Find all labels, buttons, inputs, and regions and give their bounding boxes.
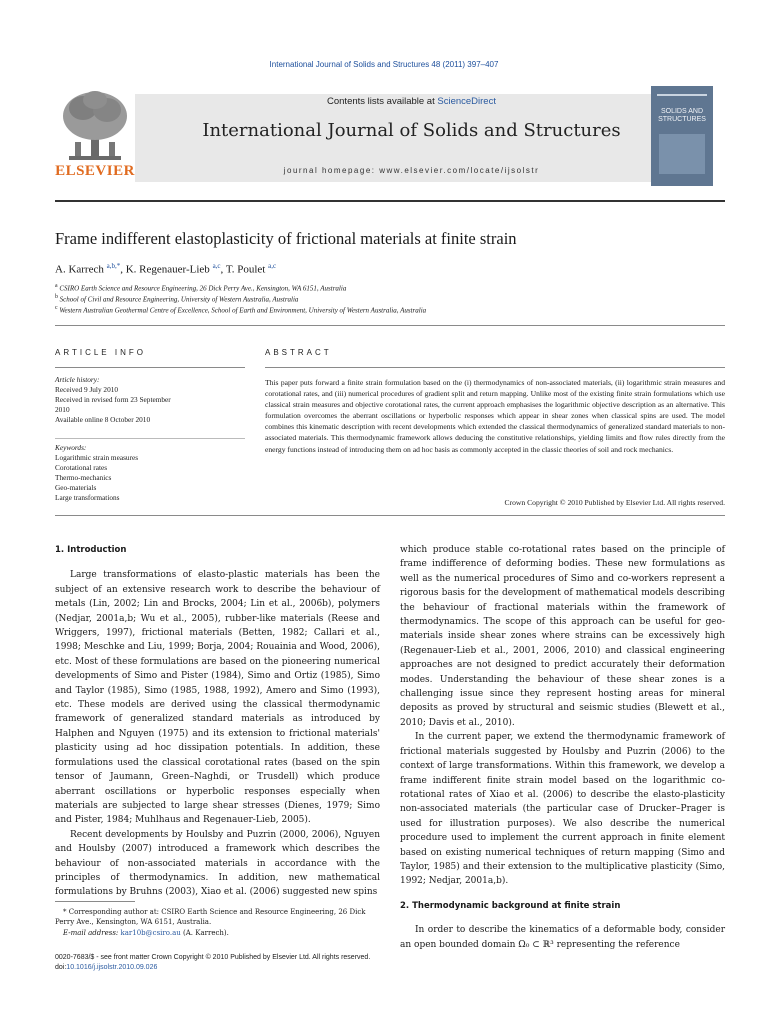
email-suffix: (A. Karrech). xyxy=(180,928,229,937)
affiliation-text: CSIRO Earth Science and Resource Engineering, 26 Dick Perry Ave., Kensington, WA 6151, Australia xyxy=(59,284,347,293)
history-label: Article history: xyxy=(55,375,100,384)
sciencedirect-link[interactable]: ScienceDirect xyxy=(437,96,496,107)
affiliation xyxy=(55,305,426,314)
article-info-heading: ARTICLE INFO xyxy=(55,348,146,357)
section-heading: 1. Introduction xyxy=(55,545,127,555)
keyword: Thermo-mechanics xyxy=(55,473,112,483)
corresponding-author-note: * Corresponding author at: CSIRO Earth Science and Resource Engineering, 26 Dick Perry Ave., Kensington, WA 6151, Australia. xyxy=(55,908,366,927)
footnote xyxy=(55,907,380,938)
body-paragraph: Large transformations of elasto-plastic materials has been the subject of an extensive research work to describe the behaviour of metals (Lin, 2002; Lin and Brocks, 2004; Lin et al., 2006b), polymers (Nedjar, 2001a,b; Wu et al., 2005), rubber-like materials (Reese and Wriggers, 1997), frictional materials (Betten, 1982; Callari et al., 1998; Meschke and Liu, 1999; Borja, 2004; Rouainia and Wood, 2006), etc. Most of these formulations are based on the pioneering numerical developments of Simo and Pister (1984), Simo and Ortiz (1985), Simo and Taylor (1985), Simo (1985, 1988, 1992), Amero and Simo (1993), etc. These models are derived using the classical thermodynamic framework of generalized standard materials as introduced by Halphen and Nguyen (1975) and its extension to frictional materials' plasticity using ad hoc dissipation potentials. In addition, these formulations used the classical corotational rates (based on the spin tensor of Jaumann, Green–Naghdi, or Trusdell) which produce aberrant oscillations or hyperbolic responses especially when materials are subjected to large shear stresses (Dienes, 1979; Simo and Pister, 1984; Muhlhaus and Regenauer-Lieb, 2005). xyxy=(55,570,380,826)
journal-homepage xyxy=(135,166,688,175)
tree-icon xyxy=(55,86,135,164)
doi-line xyxy=(55,963,725,973)
abstract-text: This paper puts forward a finite strain formulation based on the (i) thermodynamics of non-associated materials, (ii) logarithmic strain measures and corotational rates, and (iii) numerical procedures of gradient split and return mapping. Unlike most of the existing finite strain formulations which use classical strain measures and objective corotational rates, the current approach emphasises the logarithmic objective description as an alternative. This formulation overcomes the aberrant oscillations or hyperbolic responses which appear in shear zones when classical spins are used. The model combines this kinematic description with recent developments which extended the classical thermodynamics of generalized standard materials to non-associated materials. This thermodynamic framework allows deducing the constitutive relationships, yielding limits and flow rules directly from the energy functions instead of introducing them on ad hoc basis as commonly accepted in the classic theories of soil and rock mechanics. xyxy=(265,378,725,454)
abstract-heading: ABSTRACT xyxy=(265,348,332,357)
keywords-block xyxy=(55,443,245,504)
author-separator: , xyxy=(120,263,126,276)
doi-prefix: doi: xyxy=(55,964,67,971)
cover-image xyxy=(659,134,705,174)
affiliation-marker: b xyxy=(55,294,58,300)
author-affiliation-marker[interactable]: a,c xyxy=(268,262,277,270)
affiliation-text: Western Australian Geothermal Centre of Excellence, School of Earth and Environment, University of Western Australia, Australia xyxy=(59,306,427,315)
body-paragraph: In order to describe the kinematics of a deformable body, consider an open bounded domain Ω₀ ⊂ ℝ³ representing the reference xyxy=(400,925,725,950)
right-column xyxy=(400,543,725,952)
contents-line xyxy=(135,96,688,107)
left-column xyxy=(55,543,380,900)
contents-prefix: Contents lists available at xyxy=(327,96,438,107)
author-list xyxy=(55,262,276,276)
history-entry: 2010 xyxy=(55,405,70,415)
keywords-rule xyxy=(55,438,245,439)
author-name: K. Regenauer-Lieb xyxy=(125,263,210,276)
email-label: E-mail address: xyxy=(63,928,121,937)
article-info-rule xyxy=(55,367,245,368)
email-link[interactable]: kar10b@csiro.au xyxy=(120,928,181,937)
history-entry: Received in revised form 23 September xyxy=(55,395,171,405)
author-affiliation-marker[interactable]: a,b,* xyxy=(106,262,121,270)
doi-link[interactable]: 10.1016/j.ijsolstr.2010.09.026 xyxy=(66,964,158,971)
abstract-copyright: Crown Copyright © 2010 Published by Elsevier Ltd. All rights reserved. xyxy=(504,498,725,507)
abstract-divider xyxy=(55,515,725,516)
cover-rule xyxy=(657,94,707,96)
cover-title: SOLIDS AND STRUCTURES xyxy=(658,108,706,123)
journal-cover xyxy=(651,86,713,186)
email-line xyxy=(55,928,380,938)
article-title: Frame indifferent elastoplasticity of frictional materials at finite strain xyxy=(55,229,517,248)
body-paragraph: In the current paper, we extend the thermodynamic framework of frictional materials suggested by Houlsby and Puzrin (2006) to the context of large transformations. Within this framework, we develop a frame indifferent finite strain model based on the logarithmic co-rotational rates of Xiao et al. (2006) to describe the elasto-plasticity non-associated materials (the particular case of Drucker–Prager is used for illustration purposes). We also describe the numerical procedure used to implement the current approach in finite element based on existing numerical techniques of return mapping (Simo and Taylor, 1985) and their extension to the multiplicative plasticity (Simo, 1992; Nedjar, 2001a,b). xyxy=(400,732,725,887)
author-separator: , xyxy=(220,263,226,276)
section-heading: 2. Thermodynamic background at finite strain xyxy=(400,900,621,911)
author-affiliation-marker[interactable]: a,c xyxy=(212,262,221,270)
history-entry: Received 9 July 2010 xyxy=(55,385,119,395)
footnote-rule xyxy=(55,901,135,902)
keyword: Large transformations xyxy=(55,493,120,503)
affiliation xyxy=(55,283,346,292)
front-matter-notice xyxy=(55,953,725,973)
journal-banner xyxy=(55,86,713,186)
article-history xyxy=(55,375,245,425)
history-entry: Available online 8 October 2010 xyxy=(55,415,151,425)
keywords-label: Keywords: xyxy=(55,443,87,452)
journal-citation[interactable]: International Journal of Solids and Structures 48 (2011) 397–407 xyxy=(269,60,499,69)
body-paragraph: which produce stable co-rotational rates based on the principle of frame indifference of deforming bodies. These new formulations as well as the numerical procedures of Simo and co-workers represent a rigorous basis for the development of mathematical models describing the behaviour of fractional materials within the framework of thermodynamics. The scope of this approach can be useful for geo-materials inside shear zones where strains can be excessively high (Regenauer-Lieb et al., 2001, 2006, 2010) and classical engineering approaches are not designed to predict accurately their deformation modes. Understanding the behaviour of these shear zones is a challenging issue since they represent hosting areas for mineral deposits as proved by structural and seismic studies (Blewett et al., 2010; Davis et al., 2010). xyxy=(400,545,725,728)
keyword: Logarithmic strain measures xyxy=(55,453,139,463)
journal-title: International Journal of Solids and Structures xyxy=(202,120,621,141)
header-divider xyxy=(55,200,725,202)
abstract-rule xyxy=(265,367,725,368)
elsevier-wordmark: ELSEVIER xyxy=(55,163,135,179)
body-paragraph: Recent developments by Houlsby and Puzrin (2000, 2006), Nguyen and Houlsby (2007) introduced a framework which describes the behaviour of non-associated materials in accordance with the principles of thermodynamics. In addition, new mathematical formulations by Bruhns (2003), Xiao et al. (2006) suggested new spins xyxy=(55,829,380,898)
affiliation-text: School of Civil and Resource Engineering, University of Western Australia, Australia xyxy=(59,295,299,304)
author-name: A. Karrech xyxy=(55,263,104,276)
affiliation xyxy=(55,294,298,303)
affiliation-marker: a xyxy=(55,283,58,289)
keyword: Corotational rates xyxy=(55,463,108,473)
author-name: T. Poulet xyxy=(225,263,266,276)
keyword: Geo-materials xyxy=(55,483,97,493)
elsevier-logo xyxy=(55,86,135,186)
homepage-link[interactable]: www.elsevier.com/locate/ijsolstr xyxy=(379,166,540,175)
affiliation-marker: c xyxy=(55,305,58,311)
affiliation-divider xyxy=(55,325,725,326)
homepage-prefix: journal homepage: xyxy=(283,166,380,175)
issn-line: 0020-7683/$ - see front matter Crown Copyright © 2010 Published by Elsevier Ltd. All rights reserved. xyxy=(55,954,371,961)
